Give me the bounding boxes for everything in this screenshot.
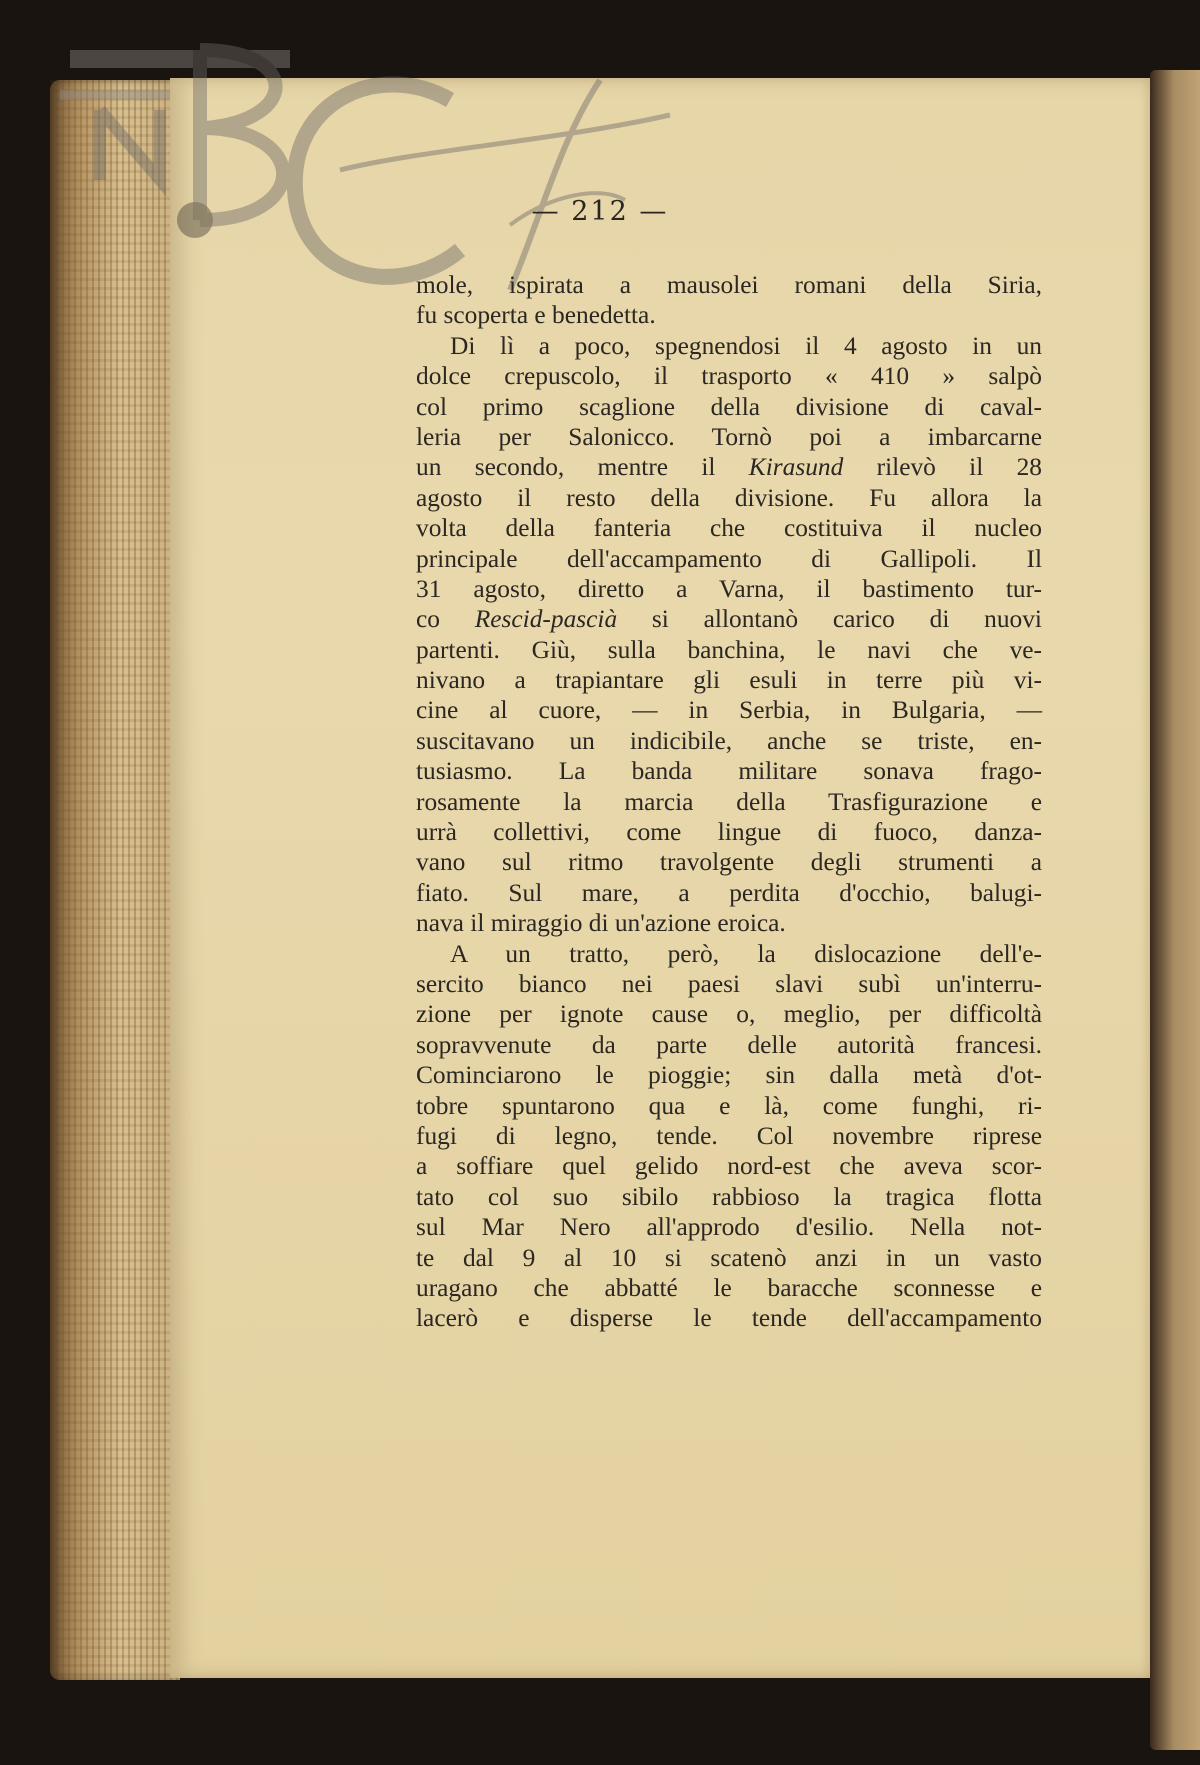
text-line: tato col suo sibilo rabbioso la tragica flotta	[416, 1182, 1042, 1211]
text-line: uragano che abbatté le baracche sconnesse e	[416, 1273, 1042, 1302]
page-text	[416, 270, 1042, 1334]
text-line: nivano a trapiantare gli esuli in terre più vi-	[416, 666, 1042, 695]
text-line: un secondo, mentre il Kirasund rilevò il 28	[416, 453, 1042, 482]
text-line: tobre spuntarono qua e là, come funghi, ri-	[416, 1091, 1042, 1120]
text-line: nava il miraggio di un'azione eroica.	[416, 909, 786, 938]
text-line: fu scoperta e benedetta.	[416, 301, 656, 330]
next-page-edge	[1150, 70, 1200, 1750]
text-line: fiato. Sul mare, a perdita d'occhio, balugi-	[416, 878, 1042, 907]
text-line: A un tratto, però, la dislocazione dell'e-	[450, 939, 1042, 968]
page-number: — 212 —	[531, 196, 669, 227]
text-line: partenti. Giù, sulla banchina, le navi che ve-	[416, 635, 1042, 664]
text-line: vano sul ritmo travolgente degli strumenti a	[416, 848, 1042, 877]
text-line: tusiasmo. La banda militare sonava frago-	[416, 757, 1042, 786]
text-line: fugi di legno, tende. Col novembre riprese	[416, 1121, 1042, 1150]
text-line: 31 agosto, diretto a Varna, il bastimento tur-	[416, 574, 1042, 603]
text-line: rosamente la marcia della Trasfigurazione e	[416, 787, 1042, 816]
text-line: agosto il resto della divisione. Fu allora la	[416, 483, 1042, 512]
text-line: col primo scaglione della divisione di caval-	[416, 392, 1042, 421]
text-line: sercito bianco nei paesi slavi subì un'interru-	[416, 969, 1042, 998]
text-line: lacerò e disperse le tende dell'accampamento	[416, 1304, 1042, 1333]
text-line: zione per ignote cause o, meglio, per difficoltà	[416, 1000, 1042, 1029]
text-line: Di lì a poco, spegnendosi il 4 agosto in un	[450, 331, 1042, 360]
text-line: a soffiare quel gelido nord-est che aveva scor-	[416, 1152, 1042, 1181]
text-line: urrà collettivi, come lingue di fuoco, danza-	[416, 818, 1042, 847]
text-line: co Rescid-pascià si allontanò carico di nuovi	[416, 605, 1042, 634]
text-line: mole, ispirata a mausolei romani della Siria,	[416, 271, 1042, 299]
text-line: dolce crepuscolo, il trasporto « 410 » salpò	[416, 362, 1042, 391]
text-line: te dal 9 al 10 si scatenò anzi in un vasto	[416, 1243, 1042, 1272]
text-line: principale dell'accampamento di Gallipoli. Il	[416, 544, 1042, 573]
text-line: sul Mar Nero all'approdo d'esilio. Nella not-	[416, 1213, 1042, 1242]
text-line: suscitavano un indicibile, anche se triste, en-	[416, 726, 1042, 755]
text-line: sopravvenute da parte delle autorità francesi.	[416, 1030, 1042, 1059]
text-line: volta della fanteria che costituiva il nucleo	[416, 514, 1042, 543]
text-line: cine al cuore, — in Serbia, in Bulgaria, —	[416, 696, 1042, 725]
text-line: leria per Salonicco. Tornò poi a imbarcarne	[416, 422, 1042, 451]
text-line: Cominciarono le pioggie; sin dalla metà d'ot-	[416, 1061, 1042, 1090]
page-edges	[50, 80, 180, 1680]
